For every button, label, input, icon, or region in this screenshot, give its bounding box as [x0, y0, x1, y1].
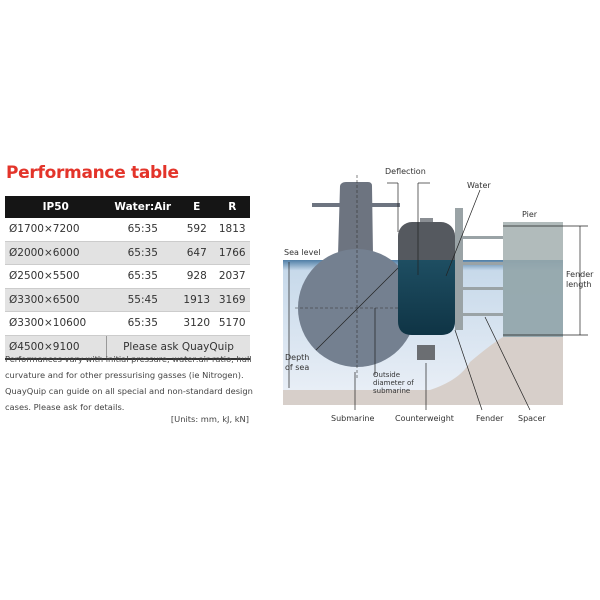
table-cell: 65:35 — [107, 241, 180, 265]
label-fender: Fender — [476, 414, 504, 423]
ask-quayquip-cell: Please ask QuayQuip — [107, 335, 251, 359]
table-cell: 647 — [179, 241, 214, 265]
table-cell: 592 — [179, 218, 214, 241]
col-ip50: IP50 — [5, 196, 107, 218]
units-note: [Units: mm, kJ, kN] — [170, 414, 249, 424]
table-cell: Ø2000×6000 — [5, 241, 107, 265]
label-submarine: Submarine — [331, 414, 375, 423]
table-cell: 65:35 — [107, 218, 180, 241]
table-cell: 3120 — [179, 312, 214, 336]
table-cell: 65:35 — [107, 312, 180, 336]
table-cell: 2037 — [215, 265, 251, 289]
page-title: Performance table — [6, 163, 179, 183]
table-cell: Ø2500×5500 — [5, 265, 107, 289]
label-deflection: Deflection — [385, 167, 426, 176]
table-cell: Ø3300×6500 — [5, 288, 107, 312]
table-cell: 928 — [179, 265, 214, 289]
table-cell: Ø1700×7200 — [5, 218, 107, 241]
table-cell: 1813 — [215, 218, 251, 241]
counterweight-block — [417, 345, 435, 360]
performance-note: Performances vary with initial pressure, water:air ratio, hull curvature and for other pressurising gasses (ie Nitrogen). QuayQuip can guide on all special and non-standard design cases. Please ask for details. — [5, 354, 253, 412]
table-cell: 65:35 — [107, 265, 180, 289]
od-line3: submarine — [373, 387, 411, 395]
depth-line2: of sea — [285, 363, 310, 372]
od-line2: diameter of — [373, 379, 414, 387]
fender-length-line2: length — [566, 280, 592, 289]
od-line1: Outside — [373, 371, 401, 379]
table-cell: Ø3300×10600 — [5, 312, 107, 336]
label-sea-level: Sea level — [284, 248, 321, 257]
col-e: E — [179, 196, 214, 218]
table-cell: Ø4500×9100 — [5, 335, 107, 359]
table-cell: 1913 — [179, 288, 214, 312]
label-fender-length — [566, 270, 594, 289]
fender-length-line1: Fender — [566, 270, 594, 279]
col-r: R — [215, 196, 251, 218]
label-counterweight: Counterweight — [395, 414, 454, 423]
label-spacer: Spacer — [518, 414, 546, 423]
label-depth-of-sea — [285, 353, 309, 372]
table-cell: 3169 — [215, 288, 251, 312]
col-water-air: Water:Air — [107, 196, 180, 218]
table-cell: 1766 — [215, 241, 251, 265]
label-pier: Pier — [522, 210, 538, 219]
depth-line1: Depth — [285, 353, 310, 362]
table-cell: 5170 — [215, 312, 251, 336]
table-cell: 55:45 — [107, 288, 180, 312]
spacer-post — [455, 208, 463, 330]
label-water: Water — [467, 181, 491, 190]
